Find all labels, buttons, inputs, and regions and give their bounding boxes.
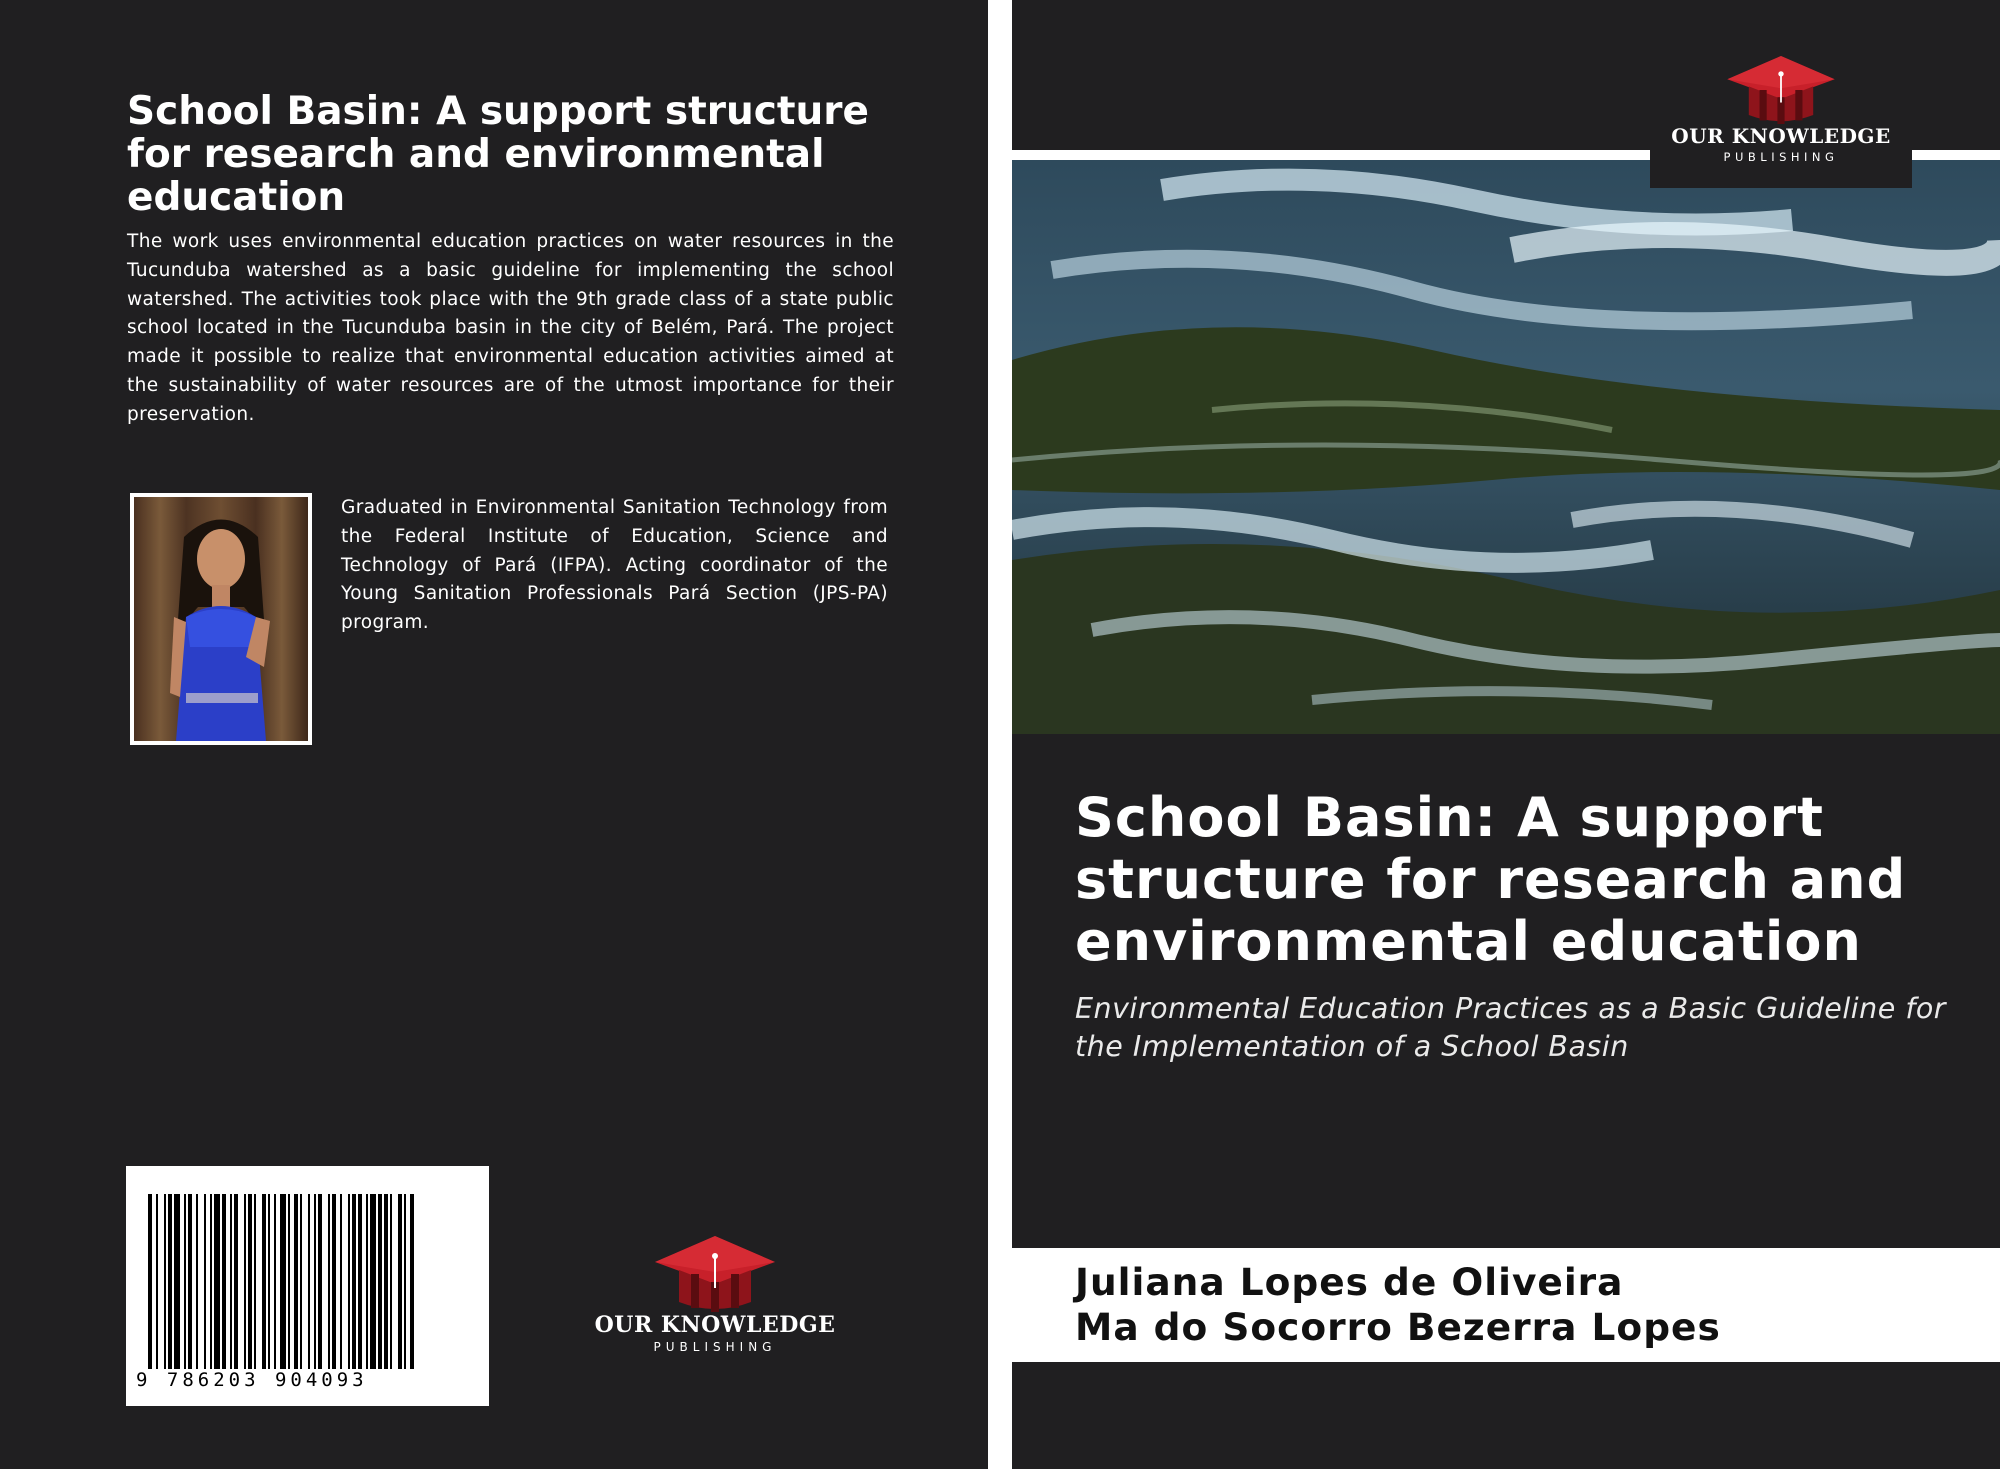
barcode-digits: 9 786203 904093 xyxy=(132,1369,486,1391)
barcode-bars xyxy=(148,1194,470,1372)
back-cover xyxy=(0,0,988,1469)
author-name: Ma do Socorro Bezerra Lopes xyxy=(1075,1305,1721,1349)
publisher-sub: PUBLISHING xyxy=(653,1340,777,1354)
publisher-name: OUR KNOWLEDGE xyxy=(1671,124,1891,148)
water-surface-image xyxy=(1012,160,2000,734)
water-photo xyxy=(1012,160,2000,734)
graduation-cap-icon xyxy=(1727,56,1835,124)
author-name: Juliana Lopes de Oliveira xyxy=(1075,1260,1624,1304)
front-cover-subtitle: Environmental Education Practices as a Basic Guideline for the Implementation of a School Basin xyxy=(1075,992,1947,1063)
front-cover-title: School Basin: A support structure for research and environmental education xyxy=(1075,786,1907,973)
graduation-cap-icon xyxy=(655,1236,775,1312)
back-cover-blurb: The work uses environmental education practices on water resources in the Tucunduba watershed as a basic guideline for implementing the school watershed. The activities took place with the 9th grade class of a state public school located in the Tucunduba basin in the city of Belém, Pará. The project made it possible to realize that environmental education activities aimed at the sustainability of water resources are of the utmost importance for their preservation. xyxy=(127,231,894,425)
publisher-logo-front xyxy=(1650,56,1912,164)
front-cover xyxy=(1012,0,2000,1469)
publisher-name: OUR KNOWLEDGE xyxy=(594,1312,836,1338)
publisher-sub: PUBLISHING xyxy=(1723,150,1839,164)
back-cover-title: School Basin: A support structure for research and environmental education xyxy=(127,89,869,220)
author-photo xyxy=(130,493,312,745)
author-portrait-image xyxy=(134,497,308,741)
author-bio: Graduated in Environmental Sanitation Technology from the Federal Institute of Education, Science and Technology of Pará (IFPA). Acting coordinator of the Young Sanitation Professionals Pará Section (JPS-PA) program. xyxy=(341,497,888,634)
isbn-barcode xyxy=(126,1166,489,1406)
publisher-logo-box xyxy=(1650,40,1912,188)
publisher-logo-back xyxy=(590,1236,840,1354)
authors-band xyxy=(1012,1248,2000,1362)
